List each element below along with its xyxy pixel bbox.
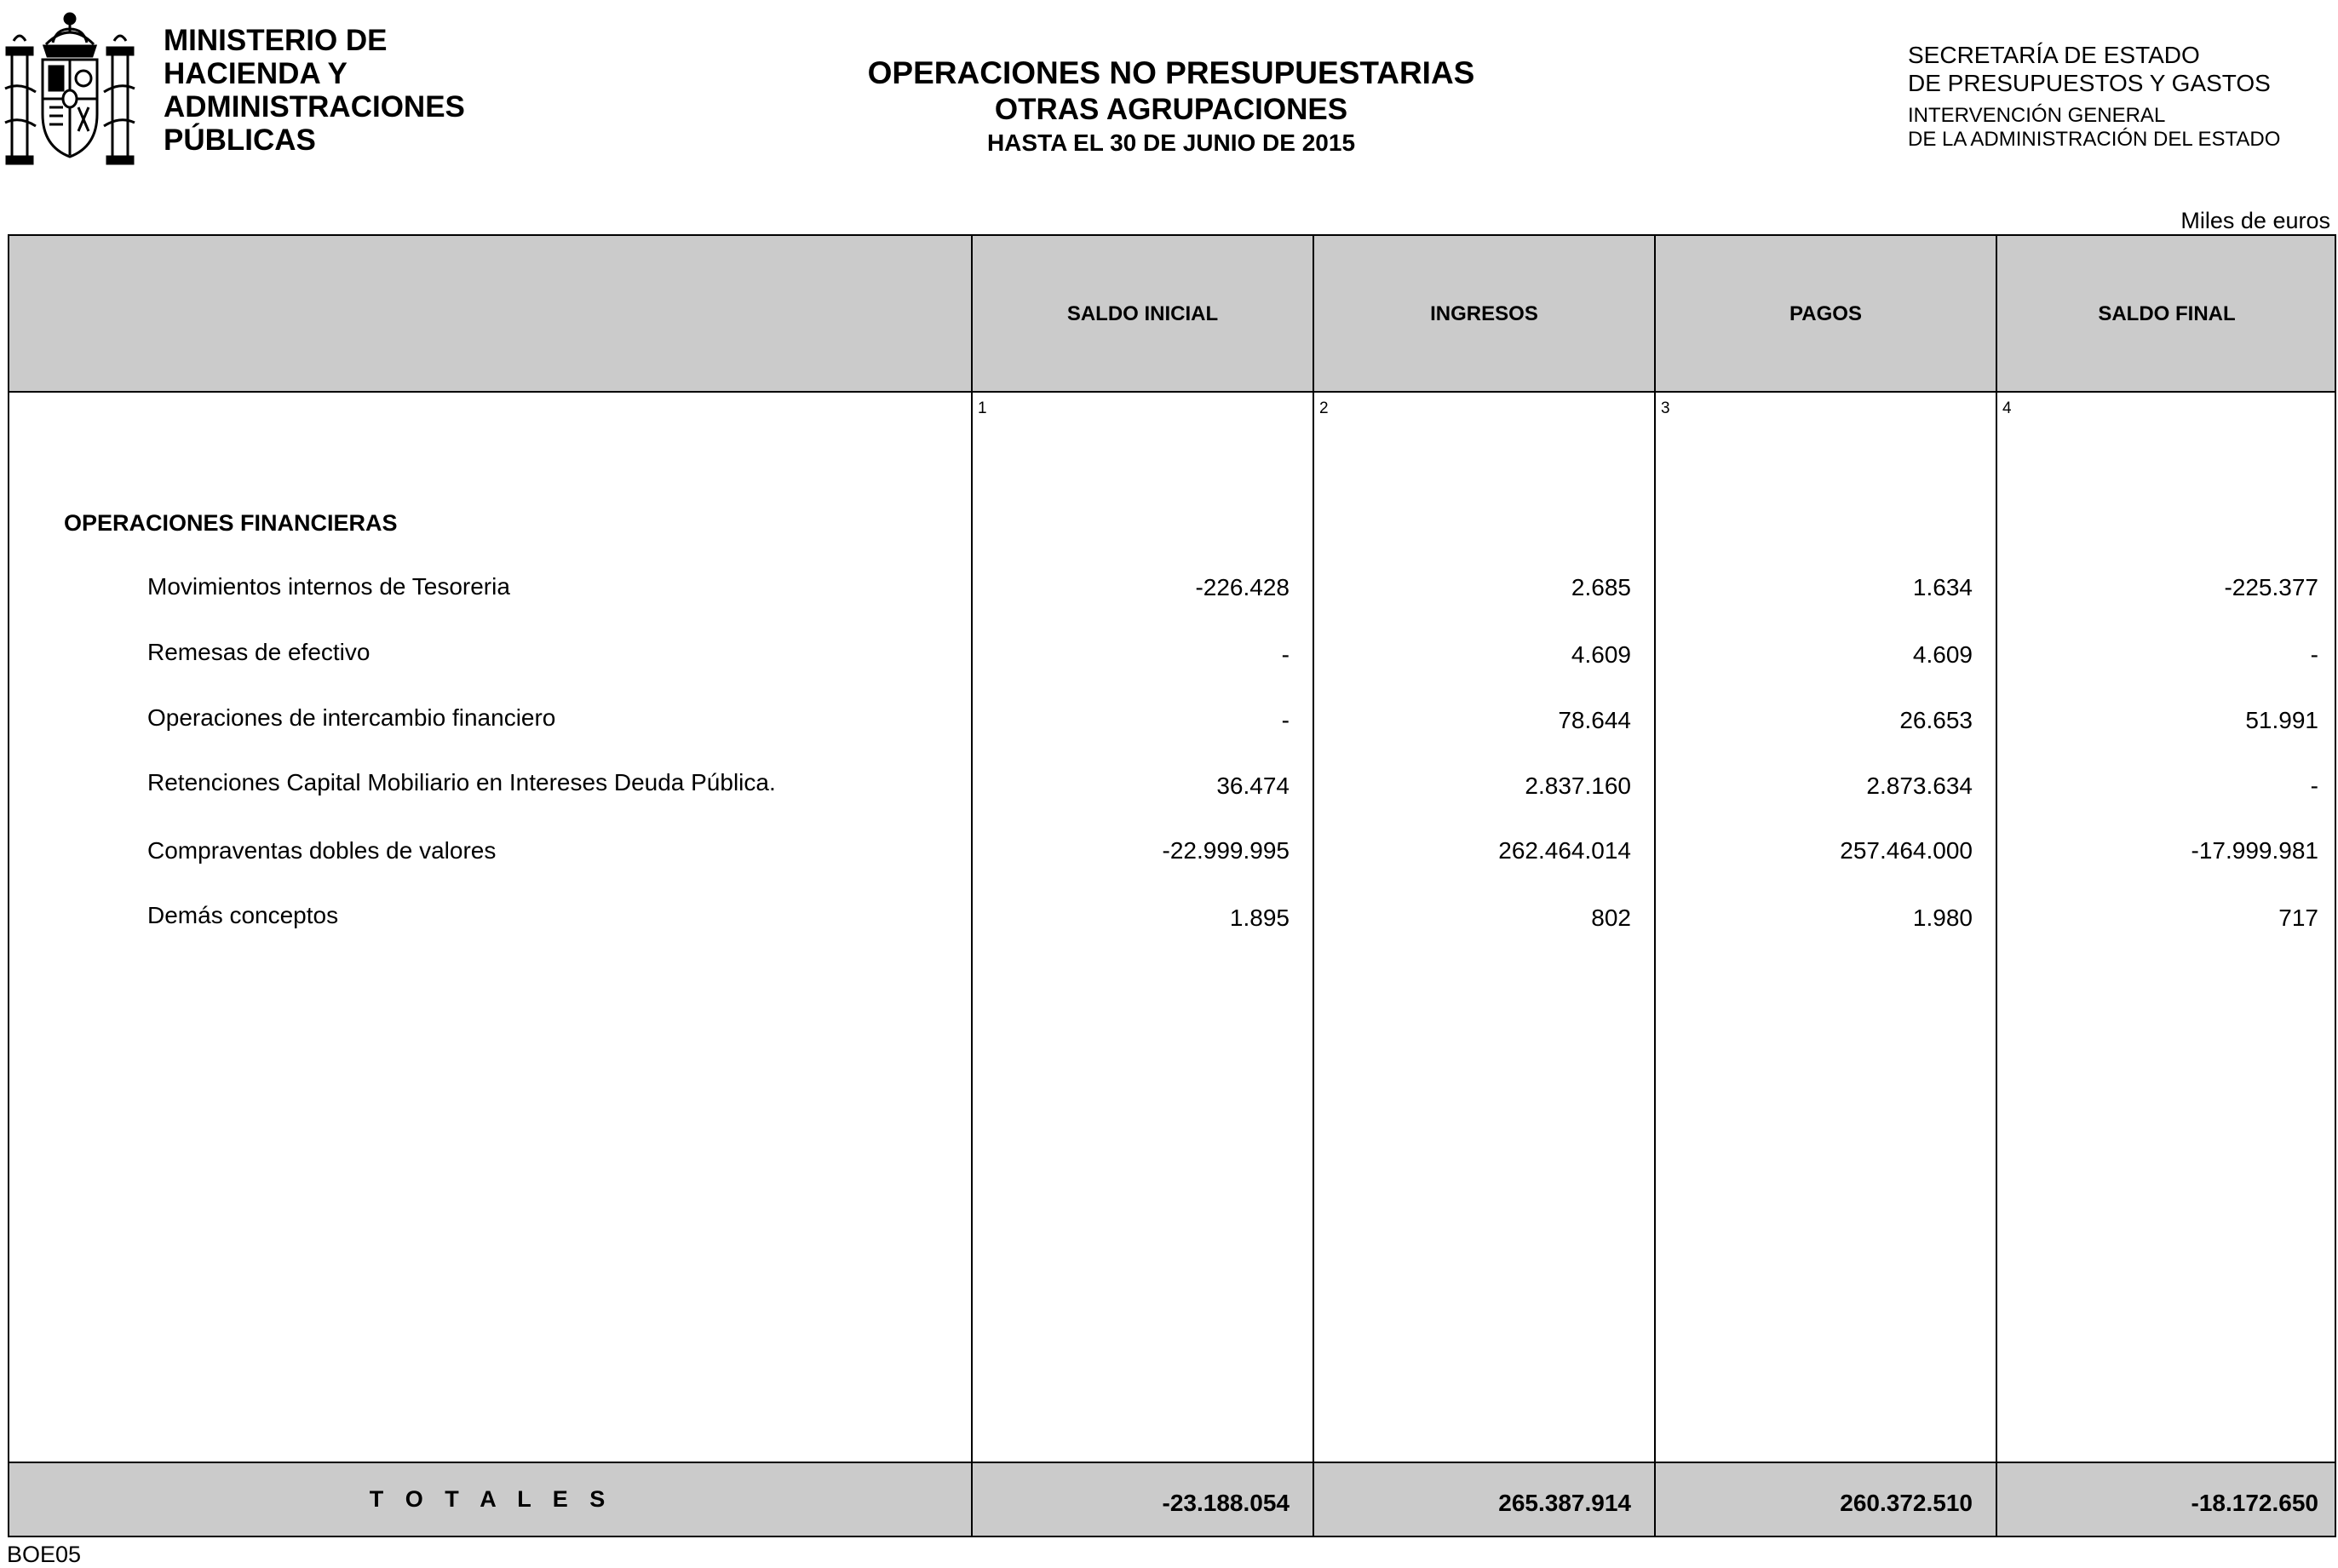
column-divider [1313,236,1314,1536]
row-label: Retenciones Capital Mobiliario en Intereses Deuda Pública. [147,769,776,795]
footer-code: BOE05 [7,1542,82,1567]
cell-saldo-inicial: -22.999.995 [1162,837,1290,864]
cell-pagos: 4.609 [1912,641,1973,668]
cell-saldo-final: 51.991 [2245,707,2318,733]
row-label: Remesas de efectivo [147,639,371,665]
report-title-block [767,55,1576,158]
cell-pagos: 257.464.000 [1840,837,1973,864]
ministry-line-1: MINISTERIO DE [164,24,388,57]
cell-ingresos: 2.685 [1571,574,1631,600]
ministry-line-4: PÚBLICAS [164,123,316,157]
cell-pagos: 2.873.634 [1866,773,1973,799]
secretaria-line-1: SECRETARÍA DE ESTADO [1908,42,2200,68]
column-divider [971,236,973,1536]
cell-saldo-inicial: 1.895 [1229,905,1290,931]
intervencion-line-2: DE LA ADMINISTRACIÓN DEL ESTADO [1908,128,2281,151]
cell-saldo-inicial: -226.428 [1195,574,1290,600]
cell-ingresos: 4.609 [1571,641,1631,668]
intervencion-line-1: INTERVENCIÓN GENERAL [1908,104,2166,127]
cell-saldo-final: -225.377 [2224,574,2318,600]
column-number: 2 [1319,399,1329,417]
column-divider [1654,236,1656,1536]
section-heading: OPERACIONES FINANCIERAS [64,510,398,536]
cell-ingresos: 262.464.014 [1498,837,1631,864]
cell-saldo-inicial: - [1281,641,1290,668]
total-saldo-final: -18.172.650 [2191,1490,2318,1516]
total-ingresos: 265.387.914 [1498,1490,1631,1516]
secretaria-line-2: DE PRESUPUESTOS Y GASTOS [1908,70,2271,96]
totals-label: T O T A L E S [369,1486,613,1512]
cell-saldo-final: -17.999.981 [2191,837,2318,864]
row-label: Movimientos internos de Tesoreria [147,573,510,600]
cell-pagos: 1.980 [1912,905,1973,931]
cell-ingresos: 2.837.160 [1525,773,1631,799]
column-divider [1996,236,1997,1536]
cell-ingresos: 78.644 [1558,707,1631,733]
column-header-saldo-inicial: SALDO INICIAL [1066,302,1219,325]
cell-saldo-final: - [2310,773,2318,799]
cell-saldo-inicial: - [1281,707,1290,733]
row-label: Operaciones de intercambio financiero [147,704,556,731]
row-label: Demás conceptos [147,902,339,928]
report-subtitle: OTRAS AGRUPACIONES [994,93,1348,126]
column-header-saldo-final: SALDO FINAL [2098,302,2236,325]
row-label: Compraventas dobles de valores [147,837,497,864]
cell-pagos: 1.634 [1912,574,1973,600]
cell-pagos: 26.653 [1899,707,1973,733]
total-saldo-inicial: -23.188.054 [1162,1490,1290,1516]
column-header-pagos: PAGOS [1789,302,1862,325]
column-header-ingresos: INGRESOS [1430,302,1538,325]
report-title: OPERACIONES NO PRESUPUESTARIAS [867,55,1475,90]
total-pagos: 260.372.510 [1840,1490,1973,1516]
ministry-line-2: HACIENDA Y [164,57,348,90]
cell-saldo-final: 717 [2278,905,2318,931]
data-table [8,234,2336,1537]
spanish-coat-of-arms-icon [2,3,138,167]
column-number: 3 [1661,399,1670,417]
report-date: HASTA EL 30 DE JUNIO DE 2015 [986,129,1356,156]
column-number: 4 [2002,399,2012,417]
column-number: 1 [978,399,987,417]
cell-ingresos: 802 [1591,905,1631,931]
cell-saldo-inicial: 36.474 [1216,773,1290,799]
ministry-name [164,24,465,157]
units-label: Miles de euros [2180,208,2330,233]
ministry-line-3: ADMINISTRACIONES [164,90,465,123]
cell-saldo-final: - [2310,641,2318,668]
secretaria-block [1908,41,2280,152]
